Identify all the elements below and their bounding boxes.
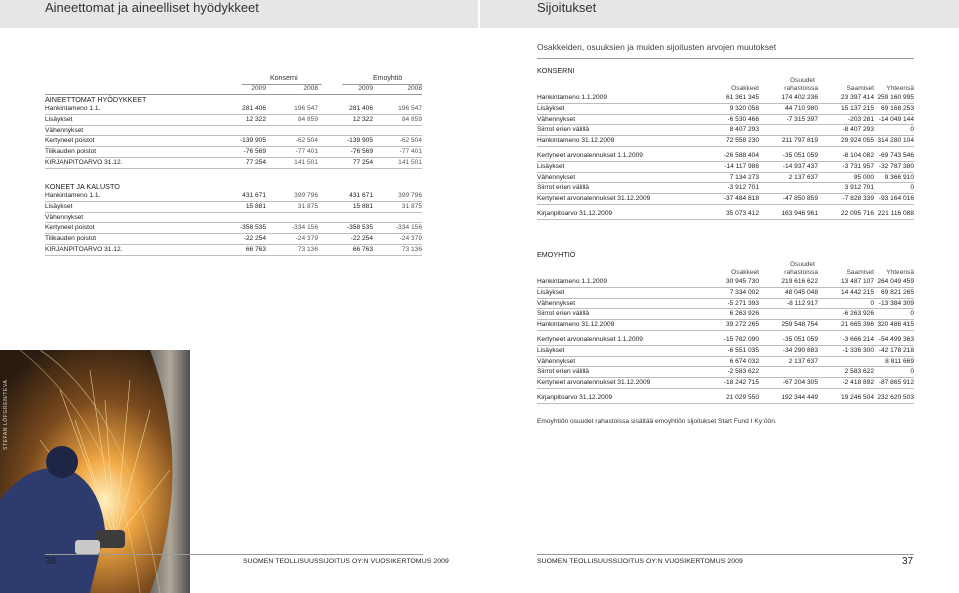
row-value: -6 551 035 (687, 345, 759, 356)
left-footer-text: SUOMEN TEOLLISUUSSIJOITUS OY:N VUOSIKERTOMUS 2009 (243, 558, 449, 565)
table-row (537, 287, 914, 298)
row-value: -6 263 926 (818, 309, 874, 320)
row-value: -358 535 (318, 223, 373, 234)
table-row (537, 183, 914, 194)
row-value: 2 137 637 (759, 356, 818, 367)
row-value: -62 504 (373, 136, 422, 147)
table-row (45, 212, 422, 223)
table-row (537, 309, 914, 320)
row-value: -18 242 715 (687, 378, 759, 389)
table-row (537, 298, 914, 309)
col-header-osakkeet: Osakkeet (731, 85, 759, 92)
row-label: Lisäykset (45, 114, 205, 125)
row-label: Siirrot erien välillä (537, 183, 687, 194)
row-label: Siirrot erien välillä (537, 309, 687, 320)
table-row (45, 125, 422, 136)
row-value: 6 263 926 (687, 309, 759, 320)
photo-credit: STEFAN LÖFGREN/TEVA (3, 379, 9, 450)
row-value: -37 484 818 (687, 194, 759, 205)
row-value: 141 501 (266, 157, 318, 168)
table-row (537, 277, 914, 287)
row-value: -2 583 622 (687, 367, 759, 378)
row-value: 281 406 (205, 104, 266, 114)
row-value: 69 168 253 (874, 103, 914, 114)
row-label: Lisäykset (537, 103, 687, 114)
row-label: Kertyneet arvonalennukset 1.1.2009 (537, 335, 687, 345)
year-col: 2009 (358, 85, 373, 92)
table-row (537, 335, 914, 345)
row-label: KIRJANPITOARVO 31.12. (45, 157, 205, 168)
row-value: -1 336 300 (818, 345, 874, 356)
row-label: Tilikauden poistot (45, 234, 205, 245)
row-value: 399 796 (373, 191, 422, 201)
row-value: -14 117 986 (687, 161, 759, 172)
row-value: 19 246 504 (818, 393, 874, 403)
row-value: -6 530 466 (687, 114, 759, 125)
row-label: Siirrot erien välillä (537, 367, 687, 378)
row-value: -76 569 (205, 147, 266, 158)
row-value: -42 178 218 (874, 345, 914, 356)
row-value: -77 401 (373, 147, 422, 158)
row-label: Lisäykset (537, 345, 687, 356)
row-value (373, 125, 422, 136)
row-label: Vähennykset (537, 298, 687, 309)
grinding-sparks-image (0, 350, 190, 593)
left-page-number: 36 (45, 556, 57, 567)
right-page-title: Sijoitukset (537, 0, 597, 15)
table-row (537, 345, 914, 356)
row-value: -5 271 393 (687, 298, 759, 309)
row-value: 31 875 (373, 201, 422, 212)
row-value: 259 160 995 (874, 93, 914, 103)
row-value: 163 946 961 (759, 209, 818, 219)
row-label: Hankintameno 31.12.2009 (537, 320, 687, 331)
row-value: -13 384 309 (874, 298, 914, 309)
table-row (537, 378, 914, 389)
row-value (759, 125, 818, 136)
row-value: 431 671 (318, 191, 373, 201)
row-value: -8 104 082 (818, 151, 874, 161)
col-header-saamiset: Saamiset (846, 85, 874, 92)
table-emoyhtio-kirjanpitoarvo (537, 393, 914, 404)
table-row (45, 201, 422, 212)
row-value (205, 212, 266, 223)
table-row (45, 136, 422, 147)
col-header-rahastoissa: rahastoissa (784, 269, 818, 276)
row-label: Kirjanpitoarvo 31.12.2009 (537, 393, 687, 403)
row-value: -3 912 701 (687, 183, 759, 194)
row-value (759, 309, 818, 320)
row-label: Kertyneet arvonalennukset 1.1.2009 (537, 151, 687, 161)
row-value (205, 125, 266, 136)
table-row (537, 194, 914, 205)
col-header-saamiset: Saamiset (846, 269, 874, 276)
left-footer-rule (45, 554, 423, 555)
row-value: 192 344 449 (759, 393, 818, 403)
col-header-osakkeet: Osakkeet (731, 269, 759, 276)
col-header-yhteensa: Yhteensä (886, 85, 914, 92)
table-emoyhtio-arvonalennukset (537, 335, 914, 389)
row-value: 399 796 (266, 191, 318, 201)
row-value: 320 486 415 (874, 320, 914, 331)
row-label: Vähennykset (45, 212, 205, 223)
section-heading-aineettomat: AINEETTOMAT HYÖDYKKEET (45, 95, 147, 104)
row-value (318, 125, 373, 136)
row-value: -62 504 (266, 136, 318, 147)
row-value: 73 136 (373, 244, 422, 255)
row-value: 314 280 104 (874, 136, 914, 147)
row-value: 232 620 503 (874, 393, 914, 403)
table-konserni-kirjanpitoarvo (537, 209, 914, 220)
row-value: 12 322 (318, 114, 373, 125)
row-value: 15 881 (205, 201, 266, 212)
row-value: 73 136 (266, 244, 318, 255)
table-row (537, 172, 914, 183)
row-value: 77 254 (205, 157, 266, 168)
row-value: 3 912 701 (818, 183, 874, 194)
row-value: -47 850 859 (759, 194, 818, 205)
col-header-osuudet: Osuudet (790, 77, 815, 84)
left-page-title: Aineettomat ja aineelliset hyödykkeet (45, 0, 259, 15)
row-label: Kirjanpitoarvo 31.12.2009 (537, 209, 687, 219)
row-value: 211 797 819 (759, 136, 818, 147)
row-value: 30 945 730 (687, 277, 759, 287)
row-value: 0 (874, 309, 914, 320)
row-label: Vähennykset (537, 114, 687, 125)
row-value: 6 674 032 (687, 356, 759, 367)
table-row (537, 393, 914, 403)
row-value: 66 763 (318, 244, 373, 255)
row-value: -139 905 (318, 136, 373, 147)
row-value: 84 859 (266, 114, 318, 125)
subtitle-rule (537, 58, 914, 59)
year-col: 2008 (407, 85, 422, 92)
row-value: -203 281 (818, 114, 874, 125)
row-value: -2 418 892 (818, 378, 874, 389)
row-value: -87 865 912 (874, 378, 914, 389)
row-value: 221 116 088 (874, 209, 914, 219)
row-value: 13 487 107 (818, 277, 874, 287)
table-row (537, 103, 914, 114)
row-value: 12 322 (205, 114, 266, 125)
row-value: 9 366 910 (874, 172, 914, 183)
row-value: -69 743 546 (874, 151, 914, 161)
row-label: Vähennykset (537, 172, 687, 183)
row-value: -358 535 (205, 223, 266, 234)
row-label: Hankintameno 31.12.2009 (537, 136, 687, 147)
table-row (45, 191, 422, 201)
col-header-rahastoissa: rahastoissa (784, 85, 818, 92)
row-label: Kertyneet arvonalennukset 31.12.2009 (537, 194, 687, 205)
row-value: 7 134 273 (687, 172, 759, 183)
row-value: 66 763 (205, 244, 266, 255)
row-value: -15 782 090 (687, 335, 759, 345)
row-value: -3 666 214 (818, 335, 874, 345)
row-label: KIRJANPITOARVO 31.12. (45, 244, 205, 255)
row-value: 141 501 (373, 157, 422, 168)
row-value: 281 406 (318, 104, 373, 114)
row-value: 48 045 048 (759, 287, 818, 298)
row-value (759, 183, 818, 194)
row-value: -14 049 144 (874, 114, 914, 125)
row-value: 31 875 (266, 201, 318, 212)
table-row (537, 161, 914, 172)
row-value: -26 588 404 (687, 151, 759, 161)
row-value: 0 (874, 183, 914, 194)
row-value: 259 548 754 (759, 320, 818, 331)
col-header-yhteensa: Yhteensä (886, 269, 914, 276)
row-value: 77 254 (318, 157, 373, 168)
table-row (45, 147, 422, 158)
table-row (537, 93, 914, 103)
table-emoyhtio-hankintameno (537, 277, 914, 331)
row-value: -54 499 363 (874, 335, 914, 345)
row-value: -77 401 (266, 147, 318, 158)
row-value: -32 787 380 (874, 161, 914, 172)
table-row (537, 356, 914, 367)
row-value: -8 407 293 (818, 125, 874, 136)
row-value: 84 859 (373, 114, 422, 125)
row-label: Hankintameno 1.1. (45, 191, 205, 201)
row-label: Lisäykset (45, 201, 205, 212)
row-value: 15 881 (318, 201, 373, 212)
row-label: Tilikauden poistot (45, 147, 205, 158)
row-value: 196 547 (266, 104, 318, 114)
row-value: -22 254 (318, 234, 373, 245)
row-value: 23 397 414 (818, 93, 874, 103)
row-label: Hankintameno 1.1.2009 (537, 277, 687, 287)
row-value: 21 029 550 (687, 393, 759, 403)
row-value: 9 320 058 (687, 103, 759, 114)
footnote: Emoyhtiön osuudet rahastoissa sisältää emoyhtiön sijoitukset Start Fund I Ky:öön. (537, 418, 777, 425)
row-label: Kertyneet arvonalennukset 31.12.2009 (537, 378, 687, 389)
row-value: -24 379 (266, 234, 318, 245)
table-row (45, 157, 422, 168)
row-value: -24 379 (373, 234, 422, 245)
row-value: 7 334 002 (687, 287, 759, 298)
section-heading-koneet: KONEET JA KALUSTO (45, 182, 120, 191)
row-value: 44 710 980 (759, 103, 818, 114)
left-years-header (45, 84, 422, 94)
table-row (537, 151, 914, 161)
table-aineettomat (45, 104, 422, 169)
year-col: 2009 (251, 85, 266, 92)
row-value: -139 905 (205, 136, 266, 147)
welding-photo (0, 350, 190, 593)
right-subtitle: Osakkeiden, osuuksien ja muiden sijoitusten arvojen muutokset (537, 42, 777, 52)
row-label: Vähennykset (537, 356, 687, 367)
row-value (318, 212, 373, 223)
row-label: Siirrot erien välillä (537, 125, 687, 136)
row-label: Kertyneet poistot (45, 223, 205, 234)
row-value: 39 272 265 (687, 320, 759, 331)
row-value: 8 407 293 (687, 125, 759, 136)
row-value: -334 156 (373, 223, 422, 234)
row-value (818, 356, 874, 367)
row-value: -7 828 339 (818, 194, 874, 205)
row-value: -7 315 397 (759, 114, 818, 125)
right-page-number: 37 (902, 556, 914, 567)
table-row (45, 114, 422, 125)
table-row (537, 320, 914, 331)
row-value: 95 000 (818, 172, 874, 183)
row-value: 2 137 637 (759, 172, 818, 183)
row-value: 174 402 236 (759, 93, 818, 103)
table-row (537, 125, 914, 136)
row-value: 219 616 622 (759, 277, 818, 287)
row-value (266, 125, 318, 136)
row-label: Lisäykset (537, 287, 687, 298)
row-label: Lisäykset (537, 161, 687, 172)
row-value: -8 112 917 (759, 298, 818, 309)
table-koneet (45, 191, 422, 256)
row-value: 61 361 345 (687, 93, 759, 103)
header-group-emoyhtio: Emoyhtiö (373, 75, 403, 82)
row-value: 69 821 265 (874, 287, 914, 298)
row-value: 0 (874, 367, 914, 378)
table-row (537, 114, 914, 125)
row-value: 29 924 055 (818, 136, 874, 147)
row-value: -334 156 (266, 223, 318, 234)
row-value: 72 558 230 (687, 136, 759, 147)
row-value (373, 212, 422, 223)
row-value: 0 (818, 298, 874, 309)
header-group-konserni: Konserni (270, 75, 298, 82)
year-col: 2008 (303, 85, 318, 92)
table-row (537, 136, 914, 147)
table-row (45, 234, 422, 245)
row-value: -34 290 883 (759, 345, 818, 356)
section-heading-konserni: KONSERNI (537, 66, 575, 75)
row-value (759, 367, 818, 378)
table-konserni-hankintameno (537, 93, 914, 147)
row-value: -67 204 305 (759, 378, 818, 389)
right-footer-text: SUOMEN TEOLLISUUSSIJOITUS OY:N VUOSIKERTOMUS 2009 (537, 558, 743, 565)
row-value: 264 049 459 (874, 277, 914, 287)
table-row (537, 367, 914, 378)
col-header-osuudet: Osuudet (790, 261, 815, 268)
row-value: -76 569 (318, 147, 373, 158)
row-value: -35 051 059 (759, 335, 818, 345)
row-value: 196 547 (373, 104, 422, 114)
row-value: -14 937 437 (759, 161, 818, 172)
table-konserni-arvonalennukset (537, 151, 914, 205)
row-value: 14 442 215 (818, 287, 874, 298)
row-value: 0 (874, 125, 914, 136)
table-row (537, 209, 914, 219)
row-value: 15 137 215 (818, 103, 874, 114)
row-value: 2 583 622 (818, 367, 874, 378)
right-footer-rule (537, 554, 914, 555)
row-value: -35 051 059 (759, 151, 818, 161)
section-heading-emoyhtio: EMOYHTIÖ (537, 250, 576, 259)
row-value: 21 665 396 (818, 320, 874, 331)
row-value: -3 731 957 (818, 161, 874, 172)
row-value: -22 254 (205, 234, 266, 245)
row-label: Vähennykset (45, 125, 205, 136)
table-row (45, 104, 422, 114)
row-value: 8 811 669 (874, 356, 914, 367)
row-value (266, 212, 318, 223)
table-row (45, 223, 422, 234)
row-label: Hankintameno 1.1. (45, 104, 205, 114)
row-value: 22 095 716 (818, 209, 874, 219)
table-row (45, 244, 422, 255)
row-value: -93 164 016 (874, 194, 914, 205)
row-value: 431 671 (205, 191, 266, 201)
row-value: 35 073 412 (687, 209, 759, 219)
row-label: Hankintameno 1.1.2009 (537, 93, 687, 103)
row-label: Kertyneet poistot (45, 136, 205, 147)
